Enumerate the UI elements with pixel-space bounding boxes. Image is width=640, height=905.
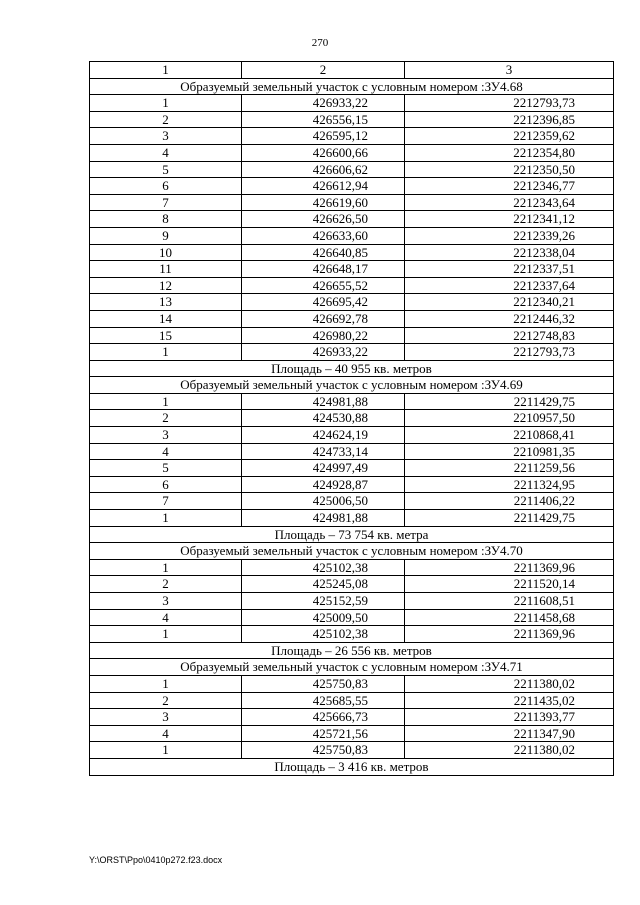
point-number: 1 xyxy=(90,626,242,643)
point-number: 4 xyxy=(90,144,242,161)
y-coordinate: 2212337,51 xyxy=(405,261,614,278)
y-coordinate: 2212346,77 xyxy=(405,178,614,195)
x-coordinate: 426648,17 xyxy=(242,261,405,278)
y-coordinate: 2212446,32 xyxy=(405,310,614,327)
section-title-row xyxy=(90,543,614,560)
table-row xyxy=(90,593,614,610)
x-coordinate: 426655,52 xyxy=(242,277,405,294)
x-coordinate: 425721,56 xyxy=(242,725,405,742)
point-number: 2 xyxy=(90,692,242,709)
table-row xyxy=(90,227,614,244)
y-coordinate: 2211324,95 xyxy=(405,476,614,493)
point-number: 6 xyxy=(90,476,242,493)
table-row xyxy=(90,294,614,311)
table-row xyxy=(90,725,614,742)
point-number: 3 xyxy=(90,593,242,610)
table-row xyxy=(90,692,614,709)
table-row xyxy=(90,393,614,410)
table-row xyxy=(90,559,614,576)
point-number: 2 xyxy=(90,111,242,128)
y-coordinate: 2210981,35 xyxy=(405,443,614,460)
x-coordinate: 425006,50 xyxy=(242,493,405,510)
table-row xyxy=(90,327,614,344)
point-number: 4 xyxy=(90,725,242,742)
x-coordinate: 426633,60 xyxy=(242,227,405,244)
table-row xyxy=(90,111,614,128)
x-coordinate: 425102,38 xyxy=(242,559,405,576)
point-number: 8 xyxy=(90,211,242,228)
x-coordinate: 425245,08 xyxy=(242,576,405,593)
x-coordinate: 424928,87 xyxy=(242,476,405,493)
point-number: 1 xyxy=(90,95,242,112)
point-number: 14 xyxy=(90,310,242,327)
y-coordinate: 2212343,64 xyxy=(405,194,614,211)
y-coordinate: 2211406,22 xyxy=(405,493,614,510)
table-row xyxy=(90,493,614,510)
area-label: Площадь – 26 556 кв. метров xyxy=(90,642,614,659)
point-number: 5 xyxy=(90,161,242,178)
x-coordinate: 424530,88 xyxy=(242,410,405,427)
x-coordinate: 424981,88 xyxy=(242,393,405,410)
point-number: 1 xyxy=(90,742,242,759)
y-coordinate: 2210868,41 xyxy=(405,427,614,444)
point-number: 1 xyxy=(90,559,242,576)
x-coordinate: 426640,85 xyxy=(242,244,405,261)
x-coordinate: 426619,60 xyxy=(242,194,405,211)
file-path-footer: Y:\ORST\Ppo\0410p272.f23.docx xyxy=(89,855,223,865)
y-coordinate: 2211608,51 xyxy=(405,593,614,610)
area-row xyxy=(90,642,614,659)
y-coordinate: 2212359,62 xyxy=(405,128,614,145)
y-coordinate: 2211520,14 xyxy=(405,576,614,593)
point-number: 9 xyxy=(90,227,242,244)
table-row xyxy=(90,742,614,759)
x-coordinate: 426595,12 xyxy=(242,128,405,145)
y-coordinate: 2212340,21 xyxy=(405,294,614,311)
coordinates-table xyxy=(89,61,614,776)
table-row xyxy=(90,427,614,444)
section-title-row xyxy=(90,78,614,95)
x-coordinate: 425152,59 xyxy=(242,593,405,610)
point-number: 1 xyxy=(90,675,242,692)
section-title: Образуемый земельный участок с условным номером :ЗУ4.71 xyxy=(90,659,614,676)
y-coordinate: 2212337,64 xyxy=(405,277,614,294)
table-row xyxy=(90,626,614,643)
table-row xyxy=(90,277,614,294)
x-coordinate: 424997,49 xyxy=(242,460,405,477)
point-number: 6 xyxy=(90,178,242,195)
point-number: 10 xyxy=(90,244,242,261)
point-number: 7 xyxy=(90,194,242,211)
point-number: 1 xyxy=(90,344,242,361)
table-row xyxy=(90,95,614,112)
point-number: 3 xyxy=(90,709,242,726)
table-row xyxy=(90,310,614,327)
x-coordinate: 424733,14 xyxy=(242,443,405,460)
area-row xyxy=(90,360,614,377)
table-row xyxy=(90,576,614,593)
x-coordinate: 425009,50 xyxy=(242,609,405,626)
area-row xyxy=(90,526,614,543)
x-coordinate: 426612,94 xyxy=(242,178,405,195)
point-number: 4 xyxy=(90,443,242,460)
header-cell-number: 1 xyxy=(90,62,242,79)
x-coordinate: 426933,22 xyxy=(242,344,405,361)
x-coordinate: 426695,42 xyxy=(242,294,405,311)
table-row xyxy=(90,675,614,692)
y-coordinate: 2212341,12 xyxy=(405,211,614,228)
x-coordinate: 426692,78 xyxy=(242,310,405,327)
y-coordinate: 2211369,96 xyxy=(405,626,614,643)
x-coordinate: 426600,66 xyxy=(242,144,405,161)
y-coordinate: 2211429,75 xyxy=(405,393,614,410)
point-number: 1 xyxy=(90,510,242,527)
table-row xyxy=(90,609,614,626)
y-coordinate: 2212354,80 xyxy=(405,144,614,161)
page-number: 270 xyxy=(311,37,329,49)
point-number: 3 xyxy=(90,427,242,444)
area-label: Площадь – 3 416 кв. метров xyxy=(90,758,614,775)
x-coordinate: 425750,83 xyxy=(242,675,405,692)
section-title-row xyxy=(90,659,614,676)
y-coordinate: 2212396,85 xyxy=(405,111,614,128)
y-coordinate: 2211393,77 xyxy=(405,709,614,726)
y-coordinate: 2211380,02 xyxy=(405,742,614,759)
y-coordinate: 2211259,56 xyxy=(405,460,614,477)
table-row xyxy=(90,144,614,161)
point-number: 5 xyxy=(90,460,242,477)
table-row xyxy=(90,178,614,195)
x-coordinate: 425685,55 xyxy=(242,692,405,709)
header-row xyxy=(90,62,614,79)
y-coordinate: 2211369,96 xyxy=(405,559,614,576)
point-number: 4 xyxy=(90,609,242,626)
y-coordinate: 2211435,02 xyxy=(405,692,614,709)
x-coordinate: 425750,83 xyxy=(242,742,405,759)
section-title: Образуемый земельный участок с условным номером :ЗУ4.68 xyxy=(90,78,614,95)
area-label: Площадь – 40 955 кв. метров xyxy=(90,360,614,377)
area-label: Площадь – 73 754 кв. метра xyxy=(90,526,614,543)
y-coordinate: 2211380,02 xyxy=(405,675,614,692)
y-coordinate: 2212793,73 xyxy=(405,344,614,361)
table-row xyxy=(90,128,614,145)
y-coordinate: 2211347,90 xyxy=(405,725,614,742)
table-row xyxy=(90,476,614,493)
point-number: 13 xyxy=(90,294,242,311)
point-number: 11 xyxy=(90,261,242,278)
header-cell-x: 2 xyxy=(242,62,405,79)
x-coordinate: 426933,22 xyxy=(242,95,405,112)
x-coordinate: 425102,38 xyxy=(242,626,405,643)
x-coordinate: 426626,50 xyxy=(242,211,405,228)
table-row xyxy=(90,460,614,477)
table-row xyxy=(90,443,614,460)
point-number: 15 xyxy=(90,327,242,344)
section-title-row xyxy=(90,377,614,394)
table-row xyxy=(90,194,614,211)
x-coordinate: 426556,15 xyxy=(242,111,405,128)
y-coordinate: 2212338,04 xyxy=(405,244,614,261)
point-number: 3 xyxy=(90,128,242,145)
table-row xyxy=(90,261,614,278)
point-number: 7 xyxy=(90,493,242,510)
y-coordinate: 2212793,73 xyxy=(405,95,614,112)
y-coordinate: 2210957,50 xyxy=(405,410,614,427)
x-coordinate: 424981,88 xyxy=(242,510,405,527)
table-row xyxy=(90,709,614,726)
section-title: Образуемый земельный участок с условным номером :ЗУ4.70 xyxy=(90,543,614,560)
table-row xyxy=(90,244,614,261)
x-coordinate: 426980,22 xyxy=(242,327,405,344)
table-row xyxy=(90,510,614,527)
point-number: 2 xyxy=(90,576,242,593)
y-coordinate: 2212350,50 xyxy=(405,161,614,178)
x-coordinate: 425666,73 xyxy=(242,709,405,726)
y-coordinate: 2212339,26 xyxy=(405,227,614,244)
x-coordinate: 426606,62 xyxy=(242,161,405,178)
coordinates-table-body xyxy=(90,62,614,776)
table-row xyxy=(90,211,614,228)
y-coordinate: 2212748,83 xyxy=(405,327,614,344)
section-title: Образуемый земельный участок с условным номером :ЗУ4.69 xyxy=(90,377,614,394)
table-row xyxy=(90,344,614,361)
point-number: 1 xyxy=(90,393,242,410)
point-number: 12 xyxy=(90,277,242,294)
area-row xyxy=(90,758,614,775)
y-coordinate: 2211429,75 xyxy=(405,510,614,527)
x-coordinate: 424624,19 xyxy=(242,427,405,444)
table-row xyxy=(90,161,614,178)
table-row xyxy=(90,410,614,427)
header-cell-y: 3 xyxy=(405,62,614,79)
point-number: 2 xyxy=(90,410,242,427)
y-coordinate: 2211458,68 xyxy=(405,609,614,626)
